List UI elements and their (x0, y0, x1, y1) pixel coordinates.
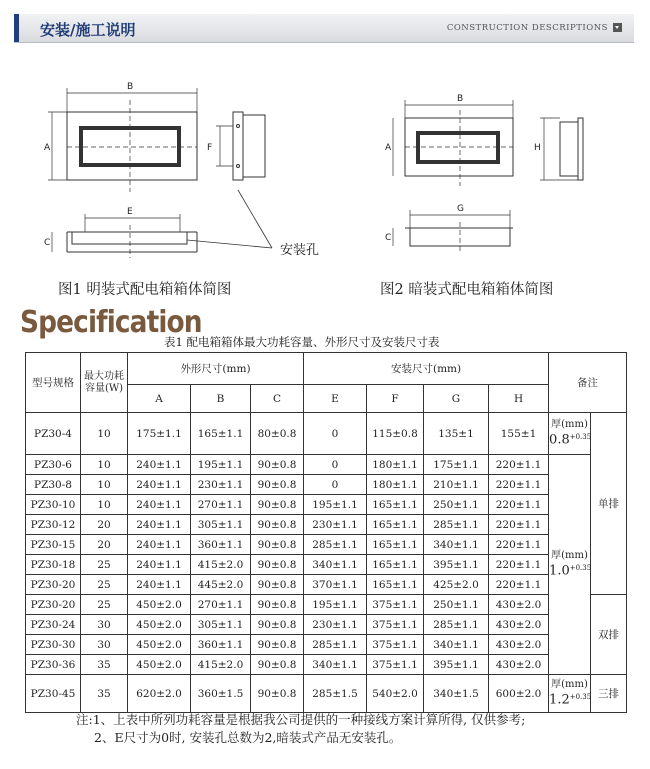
table-cell: 90±0.8 (251, 615, 304, 635)
thickness-label: 厚(mm) (551, 550, 588, 562)
table-cell: 375±1.1 (367, 615, 424, 635)
table-cell: 25 (81, 575, 128, 595)
fig1-label-c: C (44, 238, 51, 248)
table-cell: 415±2.0 (191, 655, 251, 675)
table-cell: 155±1 (489, 413, 549, 455)
table-cell: 30 (81, 615, 128, 635)
table-cell: 220±1.1 (489, 575, 549, 595)
table-cell: 25 (81, 595, 128, 615)
group-label: 三排 (591, 675, 627, 713)
table-cell: 90±0.8 (251, 515, 304, 535)
table-row (26, 635, 627, 655)
table-cell: 20 (81, 535, 128, 555)
table-row (26, 555, 627, 575)
figure2-caption: 图2 暗装式配电箱箱体简图 (380, 282, 554, 298)
table-cell: 165±1.1 (367, 535, 424, 555)
table-cell: 430±2.0 (489, 655, 549, 675)
table-cell: 35 (81, 675, 128, 713)
figure1-bottom-view (52, 190, 272, 258)
table-cell: 375±1.1 (367, 655, 424, 675)
thickness-note (549, 455, 591, 675)
table-cell: 375±1.1 (367, 635, 424, 655)
spec-table (25, 352, 627, 713)
table-row (26, 535, 627, 555)
table-row (26, 495, 627, 515)
table-cell: 360±1.5 (191, 675, 251, 713)
table-cell: 90±0.8 (251, 535, 304, 555)
table-cell: 250±1.1 (424, 595, 489, 615)
col-header: B (191, 385, 251, 413)
col-header: A (128, 385, 191, 413)
table-cell: 340±1.1 (424, 535, 489, 555)
fig1-label-e: E (127, 207, 133, 217)
table-cell: 285±1.1 (424, 515, 489, 535)
table-cell: 175±1.1 (128, 413, 191, 455)
fig2-label-a: A (385, 143, 392, 153)
table-cell: 270±1.1 (191, 595, 251, 615)
table-cell: 165±1.1 (191, 413, 251, 455)
fig1-label-a: A (44, 143, 51, 153)
col-header: G (424, 385, 489, 413)
spec-title: Specification (20, 305, 202, 340)
table-row (26, 515, 627, 535)
table-cell: PZ30-18 (26, 555, 81, 575)
note-line-1: 注:1、上表中所列功耗容量是根据我公司提供的一种接线方案计算所得, 仅供参考; (76, 712, 526, 727)
thickness-tol: +0.35 (569, 564, 592, 573)
header-outer: 外形尺寸(mm) (128, 353, 304, 385)
table-cell: 220±1.1 (489, 495, 549, 515)
table-cell: 0 (304, 475, 367, 495)
table-cell: 90±0.8 (251, 675, 304, 713)
table-cell: 90±0.8 (251, 475, 304, 495)
table-cell: 135±1 (424, 413, 489, 455)
figure1-caption: 图1 明装式配电箱箱体简图 (58, 282, 232, 298)
fig2-label-g: G (457, 204, 464, 214)
table-cell: 25 (81, 555, 128, 575)
figure1-side-view (216, 112, 265, 180)
table-cell: 240±1.1 (128, 515, 191, 535)
table-cell: 375±1.1 (367, 595, 424, 615)
table-cell: 240±1.1 (128, 495, 191, 515)
thickness-value: 1.2 (549, 692, 570, 708)
table-cell: 195±1.1 (304, 495, 367, 515)
table-cell: 165±1.1 (367, 575, 424, 595)
table-cell: 35 (81, 655, 128, 675)
thickness-value: 0.8 (549, 432, 570, 448)
table-cell: 220±1.1 (489, 535, 549, 555)
table-cell: 175±1.1 (424, 455, 489, 475)
thickness-label: 厚(mm) (551, 419, 588, 431)
group-label: 双排 (591, 595, 627, 675)
table-cell: 10 (81, 475, 128, 495)
table-row (26, 655, 627, 675)
table-cell: 230±1.1 (191, 475, 251, 495)
table-cell: 240±1.1 (128, 455, 191, 475)
table-cell: 220±1.1 (489, 555, 549, 575)
table-cell: 285±1.1 (304, 635, 367, 655)
table-cell: 210±1.1 (424, 475, 489, 495)
table-row (26, 455, 627, 475)
header-note: 备注 (549, 353, 627, 413)
thickness-note (549, 675, 591, 713)
table-cell: 195±1.1 (304, 595, 367, 615)
table-cell: PZ30-15 (26, 535, 81, 555)
figure1-front-view (48, 88, 197, 192)
table-cell: 10 (81, 413, 128, 455)
table-cell: 30 (81, 635, 128, 655)
header-title: 安装/施工说明 (40, 21, 136, 39)
thickness-label: 厚(mm) (551, 679, 588, 691)
figure2-side-view (540, 118, 583, 180)
table-cell: 180±1.1 (367, 475, 424, 495)
table-cell: 80±0.8 (251, 413, 304, 455)
drawings (0, 0, 650, 300)
table-cell: PZ30-24 (26, 615, 81, 635)
table-cell: 90±0.8 (251, 495, 304, 515)
thickness-value: 1.0 (549, 563, 570, 579)
table-cell: 540±2.0 (367, 675, 424, 713)
table-cell: 430±2.0 (489, 615, 549, 635)
figure2-bottom-view (393, 210, 513, 252)
table-cell: 180±1.1 (367, 455, 424, 475)
table-cell: 10 (81, 495, 128, 515)
table-cell: PZ30-20 (26, 595, 81, 615)
table-cell: 285±1.1 (424, 615, 489, 635)
header-install: 安装尺寸(mm) (304, 353, 549, 385)
table-cell: 425±2.0 (424, 575, 489, 595)
table-cell: 165±1.1 (367, 555, 424, 575)
table-cell: PZ30-30 (26, 635, 81, 655)
figure2-front-view (393, 100, 513, 186)
thickness-note (549, 413, 591, 455)
table-cell: 395±1.1 (424, 655, 489, 675)
fig2-label-h: H (534, 143, 541, 153)
note-line-2: 2、E尺寸为0时, 安装孔总数为2,暗装式产品无安装孔。 (94, 730, 402, 745)
table-cell: 90±0.8 (251, 455, 304, 475)
table-row (26, 475, 627, 495)
table-row (26, 595, 627, 615)
table-cell: PZ30-12 (26, 515, 81, 535)
table-row (26, 615, 627, 635)
table-cell: 0 (304, 455, 367, 475)
table-row (26, 575, 627, 595)
table-cell: 240±1.1 (128, 555, 191, 575)
group-label: 单排 (591, 413, 627, 595)
table-cell: 220±1.1 (489, 455, 549, 475)
table-cell: 620±2.0 (128, 675, 191, 713)
table-cell: 600±2.0 (489, 675, 549, 713)
table-cell: 340±1.1 (304, 655, 367, 675)
col-header: F (367, 385, 424, 413)
header-power: 最大功耗容量(W) (81, 353, 128, 413)
fig1-label-f: F (207, 143, 213, 153)
table-cell: 270±1.1 (191, 495, 251, 515)
table-cell: 115±0.8 (367, 413, 424, 455)
table-cell: 220±1.1 (489, 515, 549, 535)
table-cell: 20 (81, 515, 128, 535)
table-cell: PZ30-4 (26, 413, 81, 455)
table-row (26, 413, 627, 455)
col-header: E (304, 385, 367, 413)
table-cell: 90±0.8 (251, 595, 304, 615)
table-cell: 450±2.0 (128, 655, 191, 675)
table-cell: PZ30-20 (26, 575, 81, 595)
table-cell: 195±1.1 (191, 455, 251, 475)
table-cell: 340±1.1 (304, 555, 367, 575)
table-cell: 450±2.0 (128, 595, 191, 615)
table-cell: 165±1.1 (367, 495, 424, 515)
table-cell: 10 (81, 455, 128, 475)
table-cell: 165±1.1 (367, 515, 424, 535)
table-cell: 340±1.5 (424, 675, 489, 713)
fig2-label-b: B (457, 94, 464, 104)
table-cell: 240±1.1 (128, 475, 191, 495)
table-cell: 305±1.1 (191, 615, 251, 635)
header-model: 型号规格 (26, 353, 81, 413)
table-cell: PZ30-45 (26, 675, 81, 713)
table-cell: 0 (304, 413, 367, 455)
table-cell: 360±1.1 (191, 535, 251, 555)
table-cell: 360±1.1 (191, 635, 251, 655)
fig1-hole-label: 安装孔 (280, 243, 320, 258)
table-cell: 370±1.1 (304, 575, 367, 595)
table-cell: 240±1.1 (128, 575, 191, 595)
table-cell: PZ30-6 (26, 455, 81, 475)
table-cell: 430±2.0 (489, 635, 549, 655)
table-cell: 450±2.0 (128, 615, 191, 635)
table-cell: 415±2.0 (191, 555, 251, 575)
table-cell: PZ30-10 (26, 495, 81, 515)
table-cell: PZ30-36 (26, 655, 81, 675)
table-cell: 450±2.0 (128, 635, 191, 655)
table-cell: 90±0.8 (251, 655, 304, 675)
table-cell: 230±1.1 (304, 615, 367, 635)
thickness-tol: +0.35 (569, 693, 592, 702)
fig1-label-b: B (127, 82, 134, 92)
table-cell: 90±0.8 (251, 575, 304, 595)
table-cell: 445±2.0 (191, 575, 251, 595)
table-cell: 240±1.1 (128, 535, 191, 555)
header-subtitle: CONSTRUCTION DESCRIPTIONS (446, 23, 608, 33)
thickness-tol: +0.35 (569, 433, 592, 442)
col-header: H (489, 385, 549, 413)
table-cell: 90±0.8 (251, 635, 304, 655)
table-cell: 220±1.1 (489, 475, 549, 495)
table-cell: 230±1.1 (304, 515, 367, 535)
table-cell: 430±2.0 (489, 595, 549, 615)
table-cell: PZ30-8 (26, 475, 81, 495)
table-cell: 90±0.8 (251, 555, 304, 575)
fig2-label-c: C (385, 233, 392, 243)
table-cell: 395±1.1 (424, 555, 489, 575)
table-cell: 285±1.1 (304, 535, 367, 555)
table-caption: 表1 配电箱箱体最大功耗容量、外形尺寸及安装尺寸表 (164, 335, 440, 349)
col-header: C (251, 385, 304, 413)
table-cell: 340±1.1 (424, 635, 489, 655)
table-cell: 250±1.1 (424, 495, 489, 515)
table-cell: 305±1.1 (191, 515, 251, 535)
table-cell: 285±1.5 (304, 675, 367, 713)
table-row (26, 675, 627, 713)
